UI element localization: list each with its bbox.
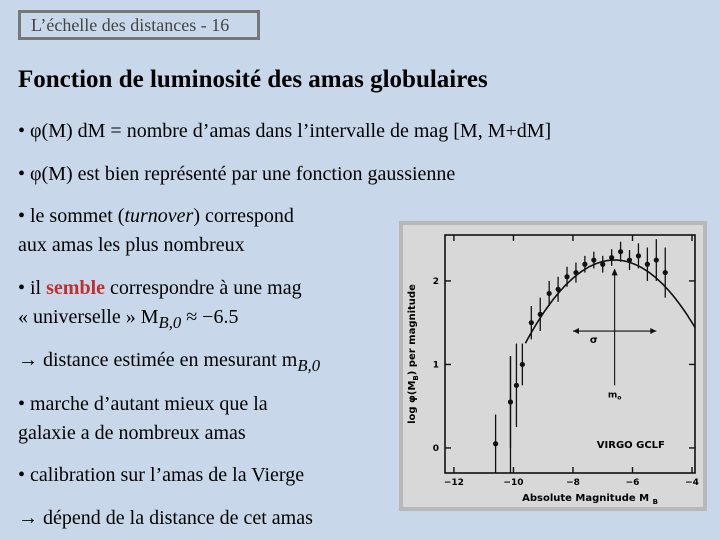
data-point xyxy=(520,344,525,386)
y-tick-label: 2 xyxy=(432,276,439,287)
data-point xyxy=(654,239,659,281)
data-point xyxy=(645,248,650,281)
point-marker xyxy=(547,291,552,296)
x-tick-label: −4 xyxy=(685,478,699,488)
bullet-many-clusters: • marche d’autant mieux que la galaxie a de nombreux amas xyxy=(18,393,268,444)
x-tick-label: −6 xyxy=(625,478,640,488)
slide-title: Fonction de luminosité des amas globulaires xyxy=(18,66,488,93)
x-tick-label: −10 xyxy=(503,478,524,488)
point-marker xyxy=(609,255,614,260)
point-marker xyxy=(591,257,596,262)
point-marker xyxy=(636,253,641,258)
point-marker xyxy=(520,362,525,367)
y-axis-label: $\log \varphi(M_B)$ per magnitude xyxy=(407,284,420,424)
point-marker xyxy=(564,274,569,279)
turnover-label: $m_o$ xyxy=(607,390,622,402)
sigma-arrowhead-left xyxy=(573,328,579,334)
sigma-label: σ xyxy=(589,335,598,347)
bullet-gaussian: • φ(M) est bien représenté par une fonction gaussienne xyxy=(18,163,456,185)
x-tick-label: −12 xyxy=(443,478,464,488)
data-point xyxy=(555,277,560,302)
y-tick-label: 0 xyxy=(432,443,439,454)
point-marker xyxy=(538,312,543,317)
bullet-turnover: • le sommet (turnover) correspond aux amas les plus nombreux xyxy=(18,205,294,256)
point-marker xyxy=(582,262,587,267)
point-marker xyxy=(654,257,659,262)
x-tick-label: −8 xyxy=(566,478,580,488)
point-marker xyxy=(627,257,632,262)
slide-header: L’échelle des distances - 16 xyxy=(18,10,260,40)
bullet-distance-estimate: → distance estimée en mesurant $m_{B,0}$ xyxy=(18,349,321,375)
chart-title: VIRGO GCLF xyxy=(596,439,665,451)
data-point xyxy=(663,248,668,298)
point-marker xyxy=(514,383,519,388)
data-point xyxy=(600,256,605,273)
gclf-chart xyxy=(403,225,703,507)
sigma-arrowhead-right xyxy=(650,328,656,334)
turnover-arrowhead xyxy=(612,268,618,275)
point-marker xyxy=(663,270,668,275)
point-marker xyxy=(555,287,560,292)
bullet-calibration: • calibration sur l’amas de la Vierge xyxy=(18,464,305,486)
data-point xyxy=(609,249,614,266)
point-marker xyxy=(645,262,650,267)
gclf-plot xyxy=(399,221,707,511)
bullet-universal-mag: • il semble correspondre à une mag « universelle » $M_{B,0} \approx -6.5$ xyxy=(18,277,302,332)
point-marker xyxy=(493,441,498,446)
data-point xyxy=(564,267,569,287)
data-point xyxy=(573,263,578,283)
data-point xyxy=(627,250,632,270)
y-tick-label: 1 xyxy=(432,360,439,371)
data-point xyxy=(618,242,623,262)
point-marker xyxy=(573,270,578,275)
data-point xyxy=(493,415,498,473)
point-marker xyxy=(529,320,534,325)
bullet-definition: • φ(M) dM = nombre d’amas dans l’intervalle de mag [M, M+dM] xyxy=(18,120,552,142)
point-marker xyxy=(600,262,605,267)
x-axis-label: Absolute Magnitude M $_B$ xyxy=(522,493,658,506)
point-marker xyxy=(618,249,623,254)
emphasis-semble: semble xyxy=(46,277,106,299)
plot-box xyxy=(445,235,695,473)
data-point xyxy=(538,298,543,331)
data-point xyxy=(514,344,519,428)
bullet-distance-dependence: → dépend de la distance de cet amas xyxy=(18,507,313,529)
